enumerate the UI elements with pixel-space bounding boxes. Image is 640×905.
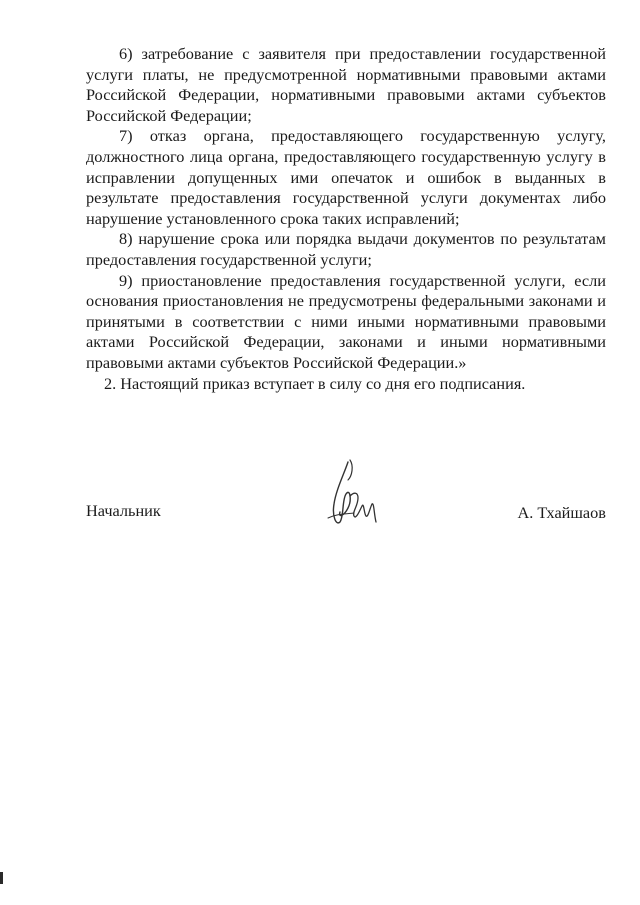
signatory-title: Начальник	[86, 501, 161, 520]
scan-edge-mark	[0, 872, 3, 884]
list-item-6: 6) затребование с заявителя при предоставлении государственной услуги платы, не предусмотренной нормативными правовыми актами Российской Федерации, нормативными правовыми актами субъектов Российской Федерации;	[86, 44, 606, 125]
order-clause-2: 2. Настоящий приказ вступает в силу со дня его подписания.	[104, 373, 526, 393]
document-body	[86, 44, 606, 394]
list-item-8: 8) нарушение срока или порядка выдачи документов по результатам предоставления государственной услуги;	[86, 229, 606, 269]
signatory-name: А. Тхайшаов	[517, 503, 606, 522]
list-item-7: 7) отказ органа, предоставляющего государственную услугу, должностного лица органа, предоставляющего государственную услугу в исправлении допущенных ими опечаток и ошибок в выданных в результате предоставления государственной услуги документах либо нарушение установленного срока таких исправлений;	[86, 126, 606, 228]
list-item-9: 9) приостановление предоставления государственной услуги, если основания приостановления не предусмотрены федеральными законами и принятыми в соответствии с ними иными нормативными правовыми актами Российской Федерации, законами и иными нормативными правовыми актами субъектов Российской Федерации.»	[86, 270, 606, 372]
handwritten-signature	[314, 456, 386, 536]
